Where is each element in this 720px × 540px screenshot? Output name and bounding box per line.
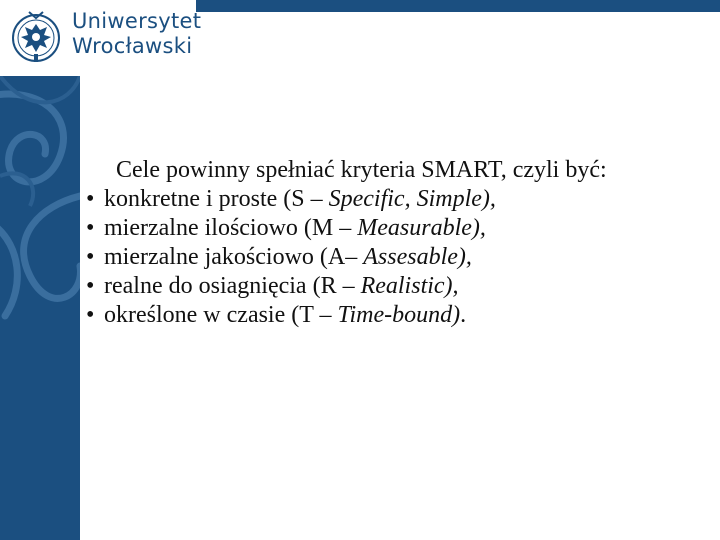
bullet-glyph: • [86, 273, 95, 299]
criterion-polish: konkretne i proste (S – [104, 186, 329, 212]
bullet-glyph: • [86, 302, 95, 328]
university-name-line1: Uniwersytet [72, 9, 202, 33]
eagle-crest-icon [11, 10, 61, 66]
university-logo [0, 0, 202, 76]
criterion-polish: określone w czasie (T – [104, 302, 338, 328]
criterion-english: Realistic), [360, 273, 459, 299]
criterion-polish: mierzalne ilościowo (M – [104, 215, 358, 241]
university-name [72, 9, 201, 59]
criterion-english: Time-bound) [337, 302, 461, 328]
criterion-english: Specific, Simple), [328, 186, 496, 212]
list-item [86, 243, 696, 272]
list-item [86, 214, 696, 243]
criterion-english: Assesable), [363, 244, 472, 270]
criterion-tail: . [460, 302, 467, 328]
criterion-polish: mierzalne jakościowo (A– [104, 244, 364, 270]
criterion-english: Measurable), [357, 215, 486, 241]
university-name-line2: Wrocławski [72, 34, 193, 58]
swirl-ornament [0, 76, 80, 336]
list-item [86, 301, 696, 330]
intro-text: Cele powinny spełniać kryteria SMART, czyli być: [116, 157, 607, 183]
header-band [196, 0, 720, 12]
smart-criteria-list [86, 185, 696, 330]
list-item [86, 185, 696, 214]
bullet-glyph: • [86, 215, 95, 241]
list-item [86, 272, 696, 301]
bullet-glyph: • [86, 244, 95, 270]
criterion-polish: realne do osiagnięcia (R – [104, 273, 361, 299]
side-decoration-bar [0, 76, 80, 540]
slide-content [86, 156, 696, 330]
bullet-glyph: • [86, 186, 95, 212]
